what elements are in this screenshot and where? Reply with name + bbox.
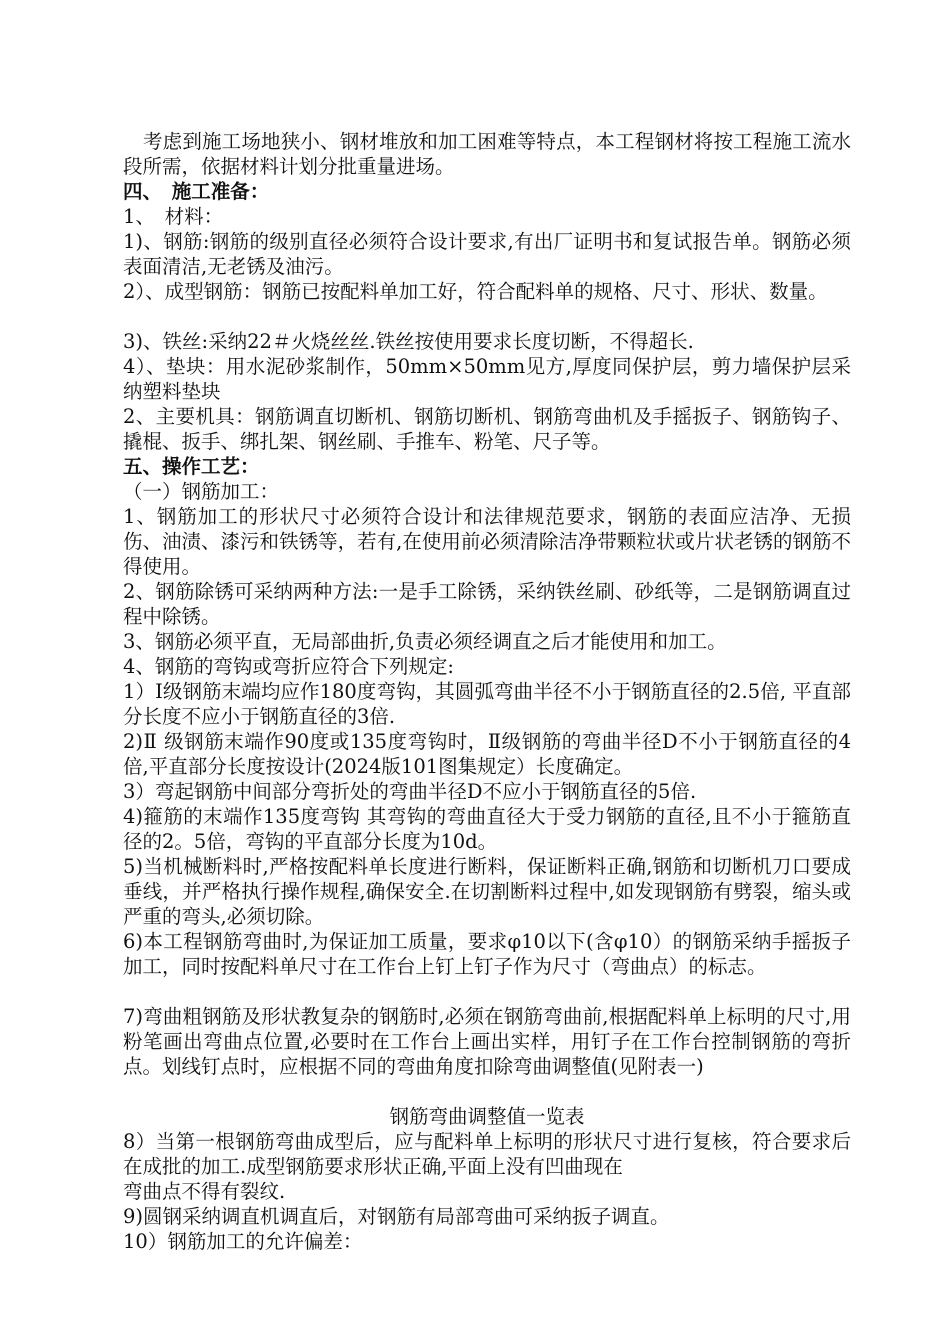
paragraph-rule-7: 7)弯曲粗钢筋及形状教复杂的钢筋时,必须在钢筋弯曲前,根据配料单上标明的尺寸,用粉笔画出弯曲点位置,必要时在工作台上画出实样，用钉子在工作台控制钢筋的弯折点。划线钉点时，应根据不同的弯曲角度扣除弯曲调整值(见附表一) xyxy=(123,1005,851,1078)
paragraph-wire: 3)、铁丝:采纳22＃火烧丝丝.铁丝按使用要求长度切断，不得超长. xyxy=(123,330,694,353)
paragraph-intro: 考虑到施工场地狭小、钢材堆放和加工困难等特点，本工程钢材将按工程施工流水段所需，依据材料计划分批重量进场。 xyxy=(123,130,851,178)
paragraph-rule-9: 9)圆钢采纳调直机调直后，对钢筋有局部弯曲可采纳扳子调直。 xyxy=(123,1205,670,1228)
subheading-materials: 1、 材料： xyxy=(123,205,224,228)
paragraph-rule-6: 6)本工程钢筋弯曲时,为保证加工质量，要求φ10以下(含φ10）的钢筋采纳手摇扳子加工，同时按配料单尺寸在工作台上钉上钉子作为尺寸（弯曲点）的标志。 xyxy=(123,930,851,978)
paragraph-tools: 2、主要机具：钢筋调直切断机、钢筋切断机、钢筋弯曲机及手摇扳子、钢筋钩子、撬棍、扳手、绑扎架、钢丝刷、手推车、粉笔、尺子等。 xyxy=(123,405,851,453)
paragraph-rule-2: 2)Ⅱ 级钢筋末端作90度或135度弯钩时，Ⅱ级钢筋的弯曲半径D不小于钢筋直径的4倍,平直部分长度按设计(2024版101图集规定）长度确定。 xyxy=(123,730,851,778)
table-caption: 钢筋弯曲调整值一览表 xyxy=(389,1105,585,1128)
paragraph-item-4: 4、钢筋的弯钩或弯折应符合下列规定: xyxy=(123,655,454,678)
paragraph-rule-8-cont: 弯曲点不得有裂纹. xyxy=(123,1180,286,1203)
heading-section-4: 四、 施工准备： xyxy=(123,180,270,203)
paragraph-rule-5: 5)当机械断料时,严格按配料单长度进行断料，保证断料正确,钢筋和切断机刀口要成垂线，并严格执行操作规程,确保安全.在切割断料过程中,如发现钢筋有劈裂，缩头或严重的弯头,必须切除。 xyxy=(123,855,851,928)
paragraph-item-1: 1、钢筋加工的形状尺寸必须符合设计和法律规范要求，钢筋的表面应洁净、无损伤、油渍、漆污和铁锈等，若有,在使用前必须清除洁净带颗粒状或片状老锈的钢筋不得使用。 xyxy=(123,505,851,578)
paragraph-rule-10: 10）钢筋加工的允许偏差： xyxy=(123,1230,363,1253)
paragraph-item-2: 2、钢筋除锈可采纳两种方法:一是手工除锈，采纳铁丝刷、砂纸等，二是钢筋调直过程中除锈。 xyxy=(123,580,851,628)
heading-section-5: 五、操作工艺： xyxy=(123,455,260,478)
paragraph-spacer: 4）、垫块：用水泥砂浆制作，50mm×50mm见方,厚度同保护层，剪力墙保护层采纳塑料垫块 xyxy=(123,355,851,403)
paragraph-rule-4: 4)箍筋的末端作135度弯钩 其弯钩的弯曲直径大于受力钢筋的直径,且不小于箍筋直径的2。5倍，弯钩的平直部分长度为10d。 xyxy=(123,805,851,853)
paragraph-rule-8: 8）当第一根钢筋弯曲成型后，应与配料单上标明的形状尺寸进行复核，符合要求后在成批的加工.成型钢筋要求形状正确,平面上没有凹曲现在 xyxy=(123,1130,851,1178)
paragraph-rule-1: 1）Ⅰ级钢筋末端均应作180度弯钩，其圆弧弯曲半径不小于钢筋直径的2.5倍, 平直部分长度不应小于钢筋直径的3倍. xyxy=(123,680,851,728)
paragraph-item-3: 3、钢筋必须平直，无局部曲折,负责必须经调直之后才能使用和加工。 xyxy=(123,630,727,653)
paragraph-rule-3: 3）弯起钢筋中间部分弯折处的弯曲半径D不应小于钢筋直径的5倍. xyxy=(123,780,697,803)
subheading-processing: （一）钢筋加工： xyxy=(123,480,280,503)
paragraph-formed-rebar: 2）、成型钢筋：钢筋已按配料单加工好，符合配料单的规格、尺寸、形状、数量。 xyxy=(123,280,828,303)
paragraph-rebar: 1)、钢筋:钢筋的级别直径必须符合设计要求,有出厂证明书和复试报告单。钢筋必须表面清洁,无老锈及油污。 xyxy=(123,230,851,278)
